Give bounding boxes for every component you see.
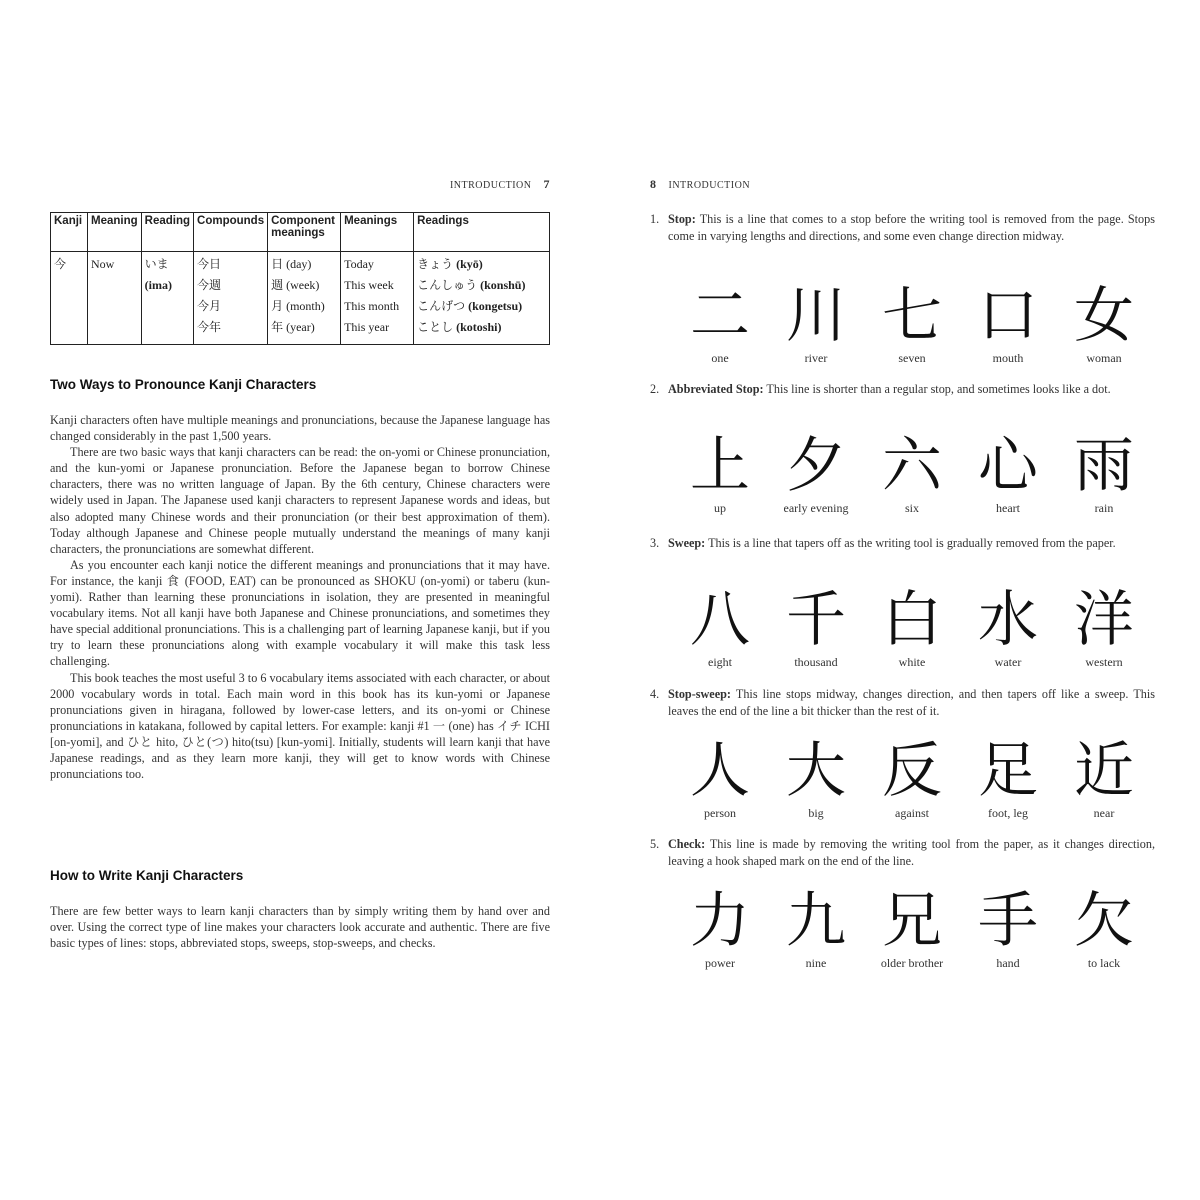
kanji-example [672, 886, 768, 970]
kanji-example [672, 281, 768, 365]
kanji-glyph: 川 [786, 281, 846, 351]
section-body-pronounce [50, 412, 550, 782]
kanji-glyph: 八 [690, 585, 750, 655]
kanji-glyph: 九 [786, 886, 846, 956]
kanji-caption: person [704, 806, 736, 820]
kanji-example [768, 886, 864, 970]
kanji-glyph: 千 [786, 585, 846, 655]
stroke-type-term: Stop: [668, 212, 696, 226]
stroke-type-number: 1. [650, 212, 660, 226]
reading-romaji: (konshū) [480, 278, 526, 292]
reading-kana: こんしゅう [417, 278, 478, 292]
kanji-caption: older brother [880, 956, 944, 970]
kanji-glyph: 兄 [882, 886, 942, 956]
kanji-caption: to lack [1087, 956, 1121, 970]
kanji-glyph: 力 [690, 886, 750, 956]
kanji-example [960, 585, 1056, 669]
kanji-example [1056, 585, 1152, 669]
kanji-glyph: 欠 [1074, 886, 1134, 956]
kanji-example [960, 431, 1056, 515]
stroke-type-number: 4. [650, 687, 660, 701]
kanji-example [1056, 431, 1152, 515]
kanji-caption: power [705, 956, 735, 970]
right-running-head [650, 177, 750, 192]
kanji-example [864, 431, 960, 515]
kanji-glyph: 上 [690, 431, 750, 501]
component-item: 週 (week) [271, 278, 320, 292]
kanji-example [1056, 736, 1152, 820]
kanji-example [768, 281, 864, 365]
kanji-caption: hand [996, 956, 1020, 970]
reading-kana: きょう [417, 257, 454, 271]
stroke-type-term: Abbreviated Stop: [668, 382, 764, 396]
meaning-item: Today [344, 257, 374, 271]
meaning-item: This year [344, 320, 390, 334]
kanji-caption: heart [996, 501, 1020, 515]
kanji-caption: one [711, 351, 729, 365]
kanji-caption: seven [898, 351, 926, 365]
kanji-example-table [50, 212, 550, 345]
kanji-caption: river [804, 351, 828, 365]
kanji-glyph: 口 [978, 281, 1038, 351]
kanji-example [672, 431, 768, 515]
kanji-glyph: 水 [978, 585, 1038, 655]
reading-kana: こんげつ [417, 299, 466, 313]
kanji-caption: eight [708, 655, 732, 669]
kanji-caption: near [1093, 806, 1115, 820]
kanji-caption: water [994, 655, 1022, 669]
kanji-caption: rain [1094, 501, 1114, 515]
paragraph: This book teaches the most useful 3 to 6 vocabulary items associated with each character, or about 2000 vocabulary words in total. Each main word in this book has its kun-yomi or Japanese pronunciations given in hiragana, followed by lower-case letters, and its on-yomi or Chinese pronunciations in katakana, followed by capital letters. For example: kanji #1 一 (one) has イチ ICHI [on-yomi], and ひと hito, ひと(つ) hito(tsu) [kun-yomi]. Initially, students will learn kanji that have Japanese readings, and as they learn more kanji, they will get to know words with Chinese pronunciations too. [50, 670, 550, 782]
section-heading-write: How to Write Kanji Characters [50, 868, 244, 883]
kanji-caption: woman [1086, 351, 1122, 365]
stroke-type-number: 3. [650, 536, 660, 550]
reading-item [417, 254, 546, 275]
kanji-example-row [672, 886, 1152, 976]
table-cell-kanji [51, 252, 88, 345]
kanji-caption: western [1085, 655, 1123, 669]
stroke-type-description [650, 686, 1155, 719]
reading-item [417, 296, 546, 317]
table-row [51, 252, 550, 345]
table-cell-compounds [194, 252, 268, 345]
kanji-glyph: 女 [1074, 281, 1134, 351]
stroke-type-text: This line stops midway, changes direction, and then tapers off like a sweep. This leaves the end of the line a bit thicker than the rest of it. [668, 687, 1156, 718]
kanji-example [672, 736, 768, 820]
stroke-type-term: Stop-sweep: [668, 687, 731, 701]
kanji-glyph: 二 [690, 281, 750, 351]
kanji-glyph: 人 [690, 736, 750, 806]
kanji-caption: early evening [783, 501, 849, 515]
table-cell-meaning [88, 252, 142, 345]
compound-item: 今年 [197, 320, 222, 334]
right-page [650, 0, 1155, 1200]
stroke-type-text: This line is shorter than a regular stop, and sometimes looks like a dot. [766, 382, 1111, 396]
kanji-caption: white [898, 655, 926, 669]
compound-item: 今月 [197, 299, 222, 313]
kanji-caption: thousand [794, 655, 838, 669]
table-header-cell: Meanings [341, 213, 414, 252]
kanji-caption: foot, leg [988, 806, 1028, 820]
kanji-glyph: 洋 [1074, 585, 1134, 655]
kanji-example [864, 585, 960, 669]
kanji-example [960, 281, 1056, 365]
kanji-caption: six [904, 501, 919, 515]
stroke-type-description [650, 535, 1155, 552]
stroke-type-item [650, 381, 1155, 515]
stroke-type-description [650, 381, 1155, 398]
kanji-value: 今 [54, 257, 67, 271]
stroke-type-term: Sweep: [668, 536, 706, 550]
stroke-type-item [650, 686, 1156, 820]
component-item: 月 (month) [271, 299, 325, 313]
compound-item: 今日 [197, 257, 222, 271]
stroke-type-text: This is a line that tapers off as the writing tool is gradually removed from the paper. [708, 536, 1116, 550]
left-running-head [450, 177, 550, 192]
section-heading-pronounce: Two Ways to Pronounce Kanji Characters [50, 377, 317, 392]
reading-romaji: (ima) [144, 278, 172, 292]
left-header-section: INTRODUCTION [449, 180, 532, 191]
left-page-number: 7 [543, 177, 550, 191]
stroke-type-number: 5. [650, 837, 660, 851]
kanji-caption: up [714, 501, 726, 515]
reading-romaji: (kyō) [456, 257, 483, 271]
table-header-cell: Meaning [88, 213, 142, 252]
stroke-type-item [650, 535, 1155, 669]
kanji-glyph: 六 [882, 431, 942, 501]
kanji-example [960, 736, 1056, 820]
table-cell-components [268, 252, 341, 345]
meaning-value: Now [91, 257, 115, 271]
table-cell-reading [141, 252, 193, 345]
kanji-glyph: 近 [1074, 736, 1134, 806]
paragraph: There are few better ways to learn kanji characters than by simply writing them by hand over and over. Using the correct type of line makes your characters look accurate and authentic. There are five basic types of lines: stops, abbreviated stops, sweeps, stop-sweeps, and checks. [50, 904, 550, 951]
stroke-type-item [650, 211, 1155, 365]
table-header-cell: Kanji [51, 213, 88, 252]
paragraph: There are two basic ways that kanji characters can be read: the on-yomi or Chinese pronunciation, and the kun-yomi or Japanese pronunciation. Before the Japanese began to borrow Chinese characters, there was no written language of Japan. By the 6th century, Chinese characters were widely used in Japan. The Japanese used kanji characters to represent Japanese words and ideas, but also adopted many Chinese words and their pronunciation (or their best approximation of them). Today although Japanese and Chinese people mutually understand the meanings of many kanji characters, the pronunciations are somewhat different. [50, 445, 550, 556]
compound-item: 今週 [197, 278, 222, 292]
right-header-section: INTRODUCTION [668, 180, 751, 191]
reading-romaji: (kongetsu) [468, 299, 523, 313]
kanji-example [864, 886, 960, 970]
table-cell-readings [414, 252, 550, 345]
left-page [50, 0, 550, 1200]
reading-romaji: (kotoshi) [456, 320, 502, 334]
component-item: 年 (year) [271, 320, 315, 334]
kanji-caption: nine [805, 956, 827, 970]
stroke-type-text: This is a line that comes to a stop before the writing tool is removed from the page. Stops come in varying lengths and directions, and some even change direction midway. [668, 212, 1155, 243]
kanji-example [672, 585, 768, 669]
component-item: 日 (day) [271, 257, 312, 271]
stroke-type-number: 2. [650, 382, 660, 396]
stroke-type-term: Check: [668, 837, 706, 851]
meaning-item: This week [344, 278, 394, 292]
kanji-glyph: 七 [882, 281, 942, 351]
kanji-example-row [672, 736, 1152, 826]
kanji-example [768, 431, 864, 515]
stroke-type-text: This line is made by removing the writing tool from the paper, as it changes direction, leaving a hook shaped mark on the end of the line. [668, 837, 1155, 868]
kanji-example [864, 281, 960, 365]
paragraph: As you encounter each kanji notice the different meanings and pronunciations that it may have. For instance, the kanji 食 (FOOD, EAT) can be pronounced as SHOKU (on-yomi) or taberu (kun-yomi). Rather than learning these pronunciations in isolation, they are presented in meaningful vocabulary items. Not all kanji have both Japanese and Chinese pronunciations, and sometimes they have special additional pronunciations. This is a challenging part of learning Japanese kanji, but if you try to learn these pronunciations along with example vocabulary it will make this task less challenging. [50, 557, 550, 669]
table-header-cell: Reading [141, 213, 193, 252]
meaning-item: This month [344, 299, 400, 313]
kanji-glyph: 夕 [786, 431, 846, 501]
kanji-example [864, 736, 960, 820]
kanji-caption: mouth [992, 351, 1024, 365]
kanji-example-row [672, 585, 1152, 675]
kanji-glyph: 白 [882, 585, 942, 655]
stroke-type-description [650, 836, 1155, 869]
table-header-cell: Readings [414, 213, 550, 252]
table-header-cell: Component meanings [268, 213, 341, 252]
table-header-row [51, 213, 550, 252]
kanji-glyph: 雨 [1074, 431, 1134, 501]
kanji-glyph: 手 [978, 886, 1038, 956]
right-page-number: 8 [650, 177, 657, 191]
table-cell-meanings [341, 252, 414, 345]
reading-item [417, 317, 546, 338]
kanji-example-row [672, 431, 1152, 521]
reading-kana: ことし [417, 320, 454, 334]
kanji-example [960, 886, 1056, 970]
kanji-example [768, 585, 864, 669]
stroke-type-item [650, 836, 1155, 970]
kanji-glyph: 大 [786, 736, 846, 806]
kanji-caption: big [808, 806, 824, 820]
kanji-example [768, 736, 864, 820]
stroke-type-description [650, 211, 1155, 244]
kanji-glyph: 足 [978, 736, 1038, 806]
table-header-cell: Compounds [194, 213, 268, 252]
kanji-example [1056, 281, 1152, 365]
kanji-glyph: 反 [882, 736, 942, 806]
kanji-example [1056, 886, 1152, 970]
reading-item [417, 275, 546, 296]
reading-kana: いま [144, 257, 169, 271]
kanji-glyph: 心 [978, 431, 1038, 501]
paragraph: Kanji characters often have multiple meanings and pronunciations, because the Japanese language has changed considerably in the past 1,500 years. [50, 413, 550, 444]
kanji-caption: against [895, 806, 929, 820]
section-body-write [50, 903, 550, 951]
kanji-example-row [672, 281, 1152, 371]
